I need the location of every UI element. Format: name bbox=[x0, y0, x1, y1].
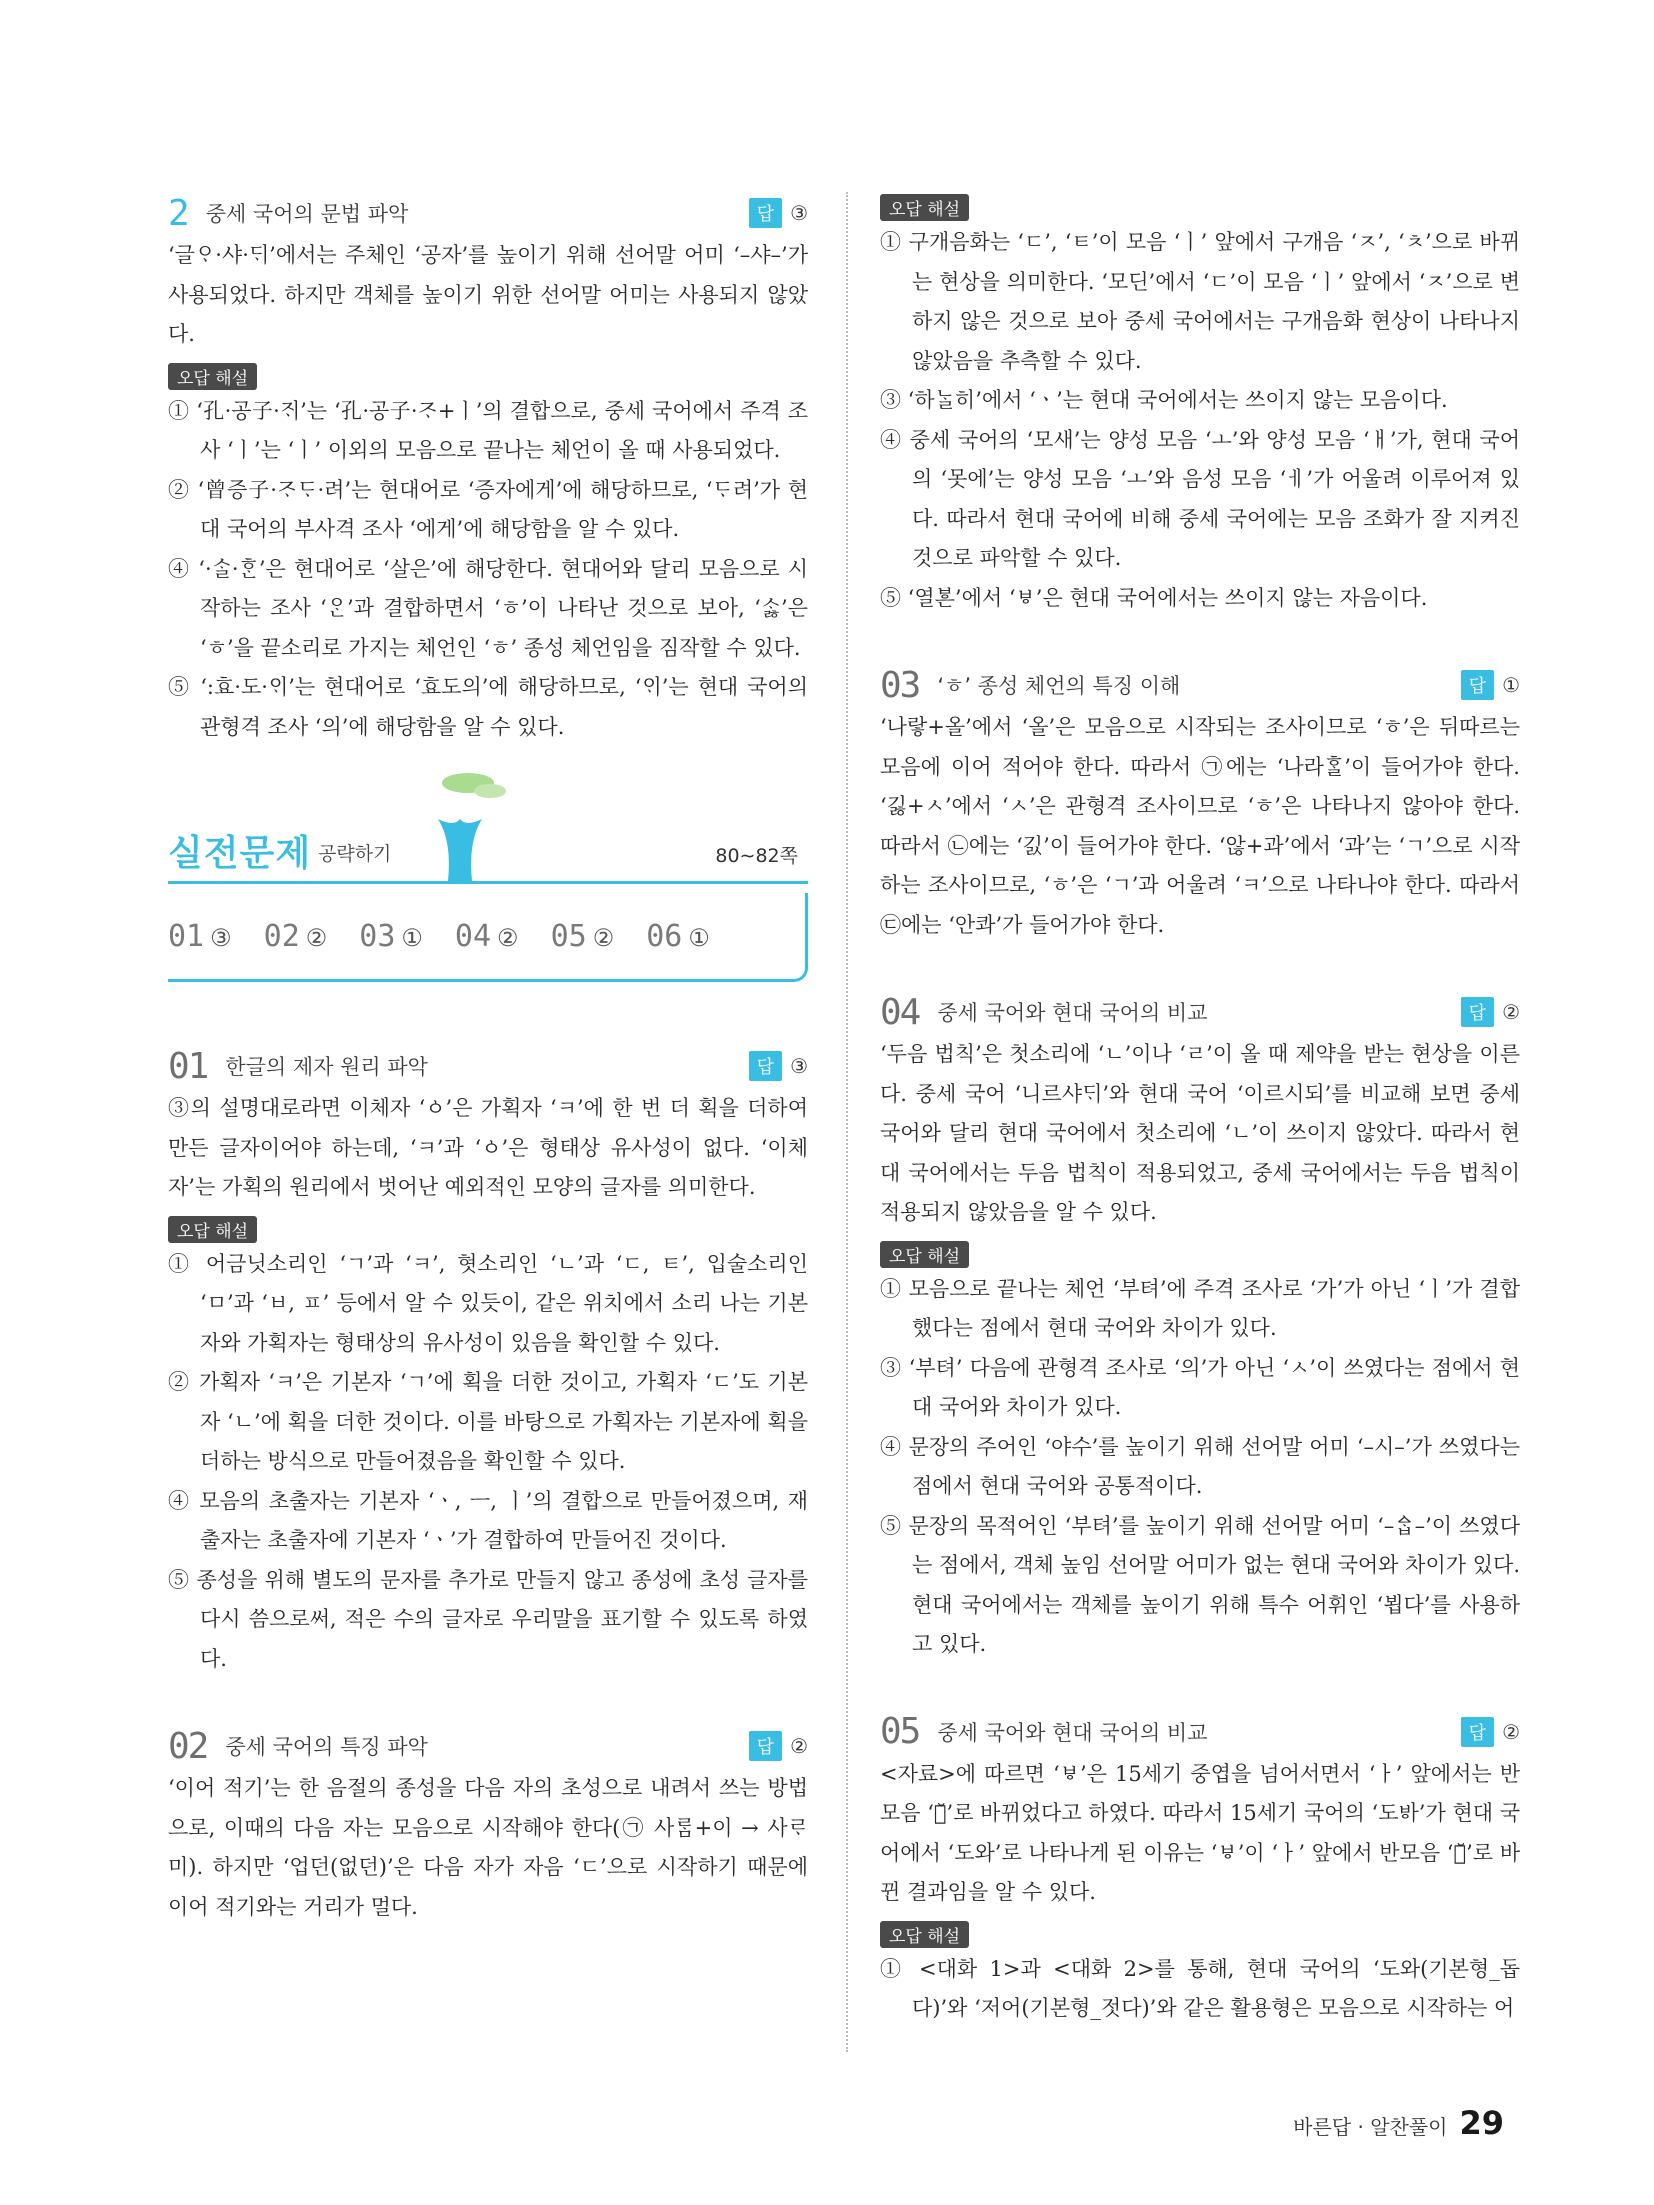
section-04-body: ‘두음 법칙’은 첫소리에 ‘ㄴ’이나 ‘ㄹ’이 올 때 제약을 받는 현상을 이른다. 중세 국어 ‘니르샤ᄃᆡ’와 현대 국어 ‘이르시되’를 비교해 보면 중세 국어와 달리 현대 국어에서 첫소리에 ‘ㄴ’이 쓰이지 않았다. 따라서 현대 국어에서는 두음 법칙이 적용되었고, 중세 국어에서는 두음 법칙이 적용되지 않았음을 알 수 있다. bbox=[880, 1042, 1520, 1224]
section-title: 중세 국어의 특징 파악 bbox=[225, 1735, 428, 1759]
section-number: 03 bbox=[880, 664, 920, 706]
explanation-item: ② 가획자 ‘ㅋ’은 기본자 ‘ㄱ’에 획을 더한 것이고, 가획자 ‘ㄷ’도 기본자 ‘ㄴ’에 획을 더한 것이다. 이를 바탕으로 가획자는 기본자에 획을 더하는 방식으로 만들어졌음을 확인할 수 있다. bbox=[168, 1370, 808, 1473]
answer bbox=[749, 198, 808, 228]
explanation-item: ⑤ ‘열ᄫᅳᆫ’에서 ‘ㅸ’은 현대 국어에서는 쓰이지 않는 자음이다. bbox=[880, 585, 1428, 610]
explanation-item: ④ ‘·ᄉᆞᆯ·ᄒᆞᆫ’은 현대어로 ‘살은’에 해당한다. 현대어와 달리 모음으로 시작하는 조사 ‘ᄋᆞᆫ’과 결합하면서 ‘ㅎ’이 나타난 것으로 보아, ‘ᄉᆞᆶ’은 ‘ㅎ’을 끝소리로 가지는 체언인 ‘ㅎ’ 종성 체언임을 짐작할 수 있다. bbox=[168, 556, 808, 660]
answer-badge: 답 bbox=[1461, 1717, 1494, 1747]
answer-item: 01 ③ bbox=[168, 918, 232, 954]
explanation-item: ③ ‘부텨’ 다음에 관형격 조사로 ‘의’가 아닌 ‘ㅅ’이 쓰였다는 점에서 현대 국어와 차이가 있다. bbox=[880, 1355, 1520, 1419]
answer bbox=[749, 1731, 808, 1761]
answer-badge: 답 bbox=[749, 198, 782, 228]
explanation-item: ① 구개음화는 ‘ㄷ’, ‘ㅌ’이 모음 ‘ㅣ’ 앞에서 구개음 ‘ㅈ’, ‘ㅊ’으로 바뀌는 현상을 의미한다. ‘모딘’에서 ‘ㄷ’이 모음 ‘ㅣ’ 앞에서 ‘ㅈ’으로 변하지 않은 것으로 보아 중세 국어에서는 구개음화 현상이 나타나지 않았음을 추측할 수 있다. bbox=[880, 230, 1520, 373]
section-2-header bbox=[168, 190, 808, 236]
explanation-item: ⑤ 종성을 위해 별도의 문자를 추가로 만들지 않고 종성에 초성 글자를 다시 씀으로써, 적은 수의 글자로 우리말을 표기할 수 있도록 하였다. bbox=[168, 1567, 808, 1671]
answer bbox=[749, 1051, 808, 1081]
section-title: 한글의 제자 원리 파악 bbox=[225, 1055, 428, 1079]
section-number: 01 bbox=[168, 1045, 208, 1087]
practice-answers-box bbox=[168, 811, 808, 1021]
section-title: 중세 국어와 현대 국어의 비교 bbox=[937, 1001, 1208, 1025]
section-04-explanations bbox=[880, 1270, 1520, 1665]
section-01-header bbox=[168, 1043, 808, 1089]
explanation-item: ④ 문장의 주어인 ‘야수’를 높이기 위해 선어말 어미 ‘–시–’가 쓰였다는 점에서 현대 국어와 공통적이다. bbox=[880, 1434, 1520, 1498]
section-03-body: ‘나랗+올’에서 ‘올’은 모음으로 시작되는 조사이므로 ‘ㅎ’은 뒤따르는 모음에 이어 적어야 한다. 따라서 ㉠에는 ‘나라ᄒᆞᆯ’이 들어가야 한다. ‘긿+ㅅ’에서 ‘ㅅ’은 관형격 조사이므로 ‘ㅎ’은 나타나지 않아야 한다. 따라서 ㉡에는 ‘긼’이 들어가야 한다. ‘않+과’에서 ‘과’는 ‘ㄱ’으로 시작하는 조사이므로, ‘ㅎ’은 ‘ㄱ’과 어울려 ‘ㅋ’으로 나타나야 한다. 따라서 ㉢에는 ‘안콰’가 들어가야 한다. bbox=[880, 715, 1520, 937]
section-number: 04 bbox=[880, 991, 920, 1033]
explanation-item: ② ‘曾증子·ᄌᆞᄃᆞ·려’는 현대어로 ‘증자에게’에 해당하므로, ‘ᄃᆞ려’가 현대 국어의 부사격 조사 ‘에게’에 해당함을 알 수 있다. bbox=[168, 477, 808, 541]
section-01-explanations bbox=[168, 1245, 808, 1680]
section-title: 중세 국어와 현대 국어의 비교 bbox=[937, 1720, 1208, 1745]
section-02-explanations bbox=[880, 223, 1520, 618]
section-05-body: <자료>에 따르면 ‘ㅸ’은 15세기 중엽을 넘어서면서 ‘ㅏ’ 앞에서는 반모음 ‘ㅗ̆’로 바뀌었다고 하였다. 따라서 15세기 국어의 ‘도ᄫᅡ’가 현대 국어에서 ‘도와’로 나타나게 된 이유는 ‘ㅸ’이 ‘ㅏ’ 앞에서 반모음 ‘ㅗ̆’로 바뀐 결과임을 알 수 있다. bbox=[880, 1761, 1520, 1904]
section-05-header bbox=[880, 1709, 1520, 1755]
answer-value: ① bbox=[1502, 673, 1520, 697]
wrong-answer-tag: 오답 해설 bbox=[168, 363, 257, 390]
answer-value: ③ bbox=[790, 1054, 808, 1078]
section-05-explanations bbox=[880, 1950, 1520, 2029]
column-divider bbox=[846, 192, 848, 2052]
answer-badge: 답 bbox=[1461, 997, 1494, 1027]
practice-answer-row bbox=[168, 893, 808, 982]
practice-title: 실전문제 bbox=[168, 833, 312, 874]
section-01-body: ③의 설명대로라면 이체자 ‘ㆁ’은 가획자 ‘ㅋ’에 한 번 더 획을 더하여 만든 글자이어야 하는데, ‘ㅋ’과 ‘ㆁ’은 형태상 유사성이 없다. ‘이체자’는 가획의 원리에서 벗어난 예외적인 모양의 글자를 의미한다. bbox=[168, 1096, 808, 1199]
practice-pages: 80∼82쪽 bbox=[715, 845, 798, 867]
answer bbox=[1461, 997, 1520, 1027]
page-footer bbox=[1293, 2104, 1504, 2142]
answer-badge: 답 bbox=[749, 1051, 782, 1081]
explanation-item: ① 어금닛소리인 ‘ㄱ’과 ‘ㅋ’, 혓소리인 ‘ㄴ’과 ‘ㄷ, ㅌ’, 입술소리인 ‘ㅁ’과 ‘ㅂ, ㅍ’ 등에서 알 수 있듯이, 같은 위치에서 소리 나는 기본자와 가획자는 형태상의 유사성이 있음을 확인할 수 있다. bbox=[168, 1251, 808, 1355]
section-02-header bbox=[168, 1723, 808, 1769]
answer-value: ② bbox=[790, 1734, 808, 1758]
answer-value: ② bbox=[1502, 1719, 1520, 1744]
explanation-item: ① 모음으로 끝나는 체언 ‘부텨’에 주격 조사로 ‘가’가 아닌 ‘ㅣ’가 결합했다는 점에서 현대 국어와 차이가 있다. bbox=[880, 1276, 1520, 1340]
explanation-item: ⑤ 문장의 목적어인 ‘부텨’를 높이기 위해 선어말 어미 ‘–ᅀᆞᆸ–’이 쓰였다는 점에서, 객체 높임 선어말 어미가 없는 현대 국어와 차이가 있다. 현대 국어에서는 객체를 높이기 위해 특수 어휘인 ‘뵙다’를 사용하고 있다. bbox=[880, 1513, 1520, 1656]
answer-item: 06 ① bbox=[646, 918, 710, 954]
answer-value: ② bbox=[1502, 1000, 1520, 1024]
wrong-answer-tag: 오답 해설 bbox=[880, 194, 969, 221]
section-04-header bbox=[880, 989, 1520, 1035]
explanation-item: ④ 모음의 초출자는 기본자 ‘ㆍ, ㅡ, ㅣ’의 결합으로 만들어졌으며, 재출자는 초출자에 기본자 ‘ㆍ’가 결합하여 만들어진 것이다. bbox=[168, 1488, 808, 1552]
answer-item: 02 ② bbox=[263, 918, 328, 954]
whale-tail-icon bbox=[408, 761, 518, 881]
answer-badge: 답 bbox=[749, 1731, 782, 1761]
answer bbox=[1461, 1717, 1520, 1747]
answer-item: 03 ① bbox=[359, 918, 423, 954]
section-2-body: ‘글ᄋᆞ·샤·ᄃᆡ’에서는 주체인 ‘공자’를 높이기 위해 선어말 어미 ‘–샤–’가 사용되었다. 하지만 객체를 높이기 위한 선어말 어미는 사용되지 않았다. bbox=[168, 243, 808, 346]
explanation-item: ⑤ ‘:효·도·ᄋᆡ’는 현대어로 ‘효도의’에 해당하므로, ‘ᄋᆡ’는 현대 국어의 관형격 조사 ‘의’에 해당함을 알 수 있다. bbox=[168, 675, 808, 739]
section-02-body: ‘이어 적기’는 한 음절의 종성을 다음 자의 초성으로 내려서 쓰는 방법으로, 이때의 다음 자는 모음으로 시작해야 한다(㉠ 사ᄅᆞᆷ+이 → 사ᄅᆞ미). 하지만 ‘업던(없던)’은 다음 자가 자음 ‘ㄷ’으로 시작하기 때문에 이어 적기와는 거리가 멀다. bbox=[168, 1776, 808, 1919]
explanation-item: ③ ‘하ᄂᆞᆯ히’에서 ‘ㆍ’는 현대 국어에서는 쓰이지 않는 모음이다. bbox=[880, 388, 1448, 412]
section-2-explanations bbox=[168, 392, 808, 748]
wrong-answer-tag: 오답 해설 bbox=[880, 1241, 969, 1268]
explanation-item: ① ‘孔·공子·ᄌᆡ’는 ‘孔·공子·ᄌᆞ+ㅣ’의 결합으로, 중세 국어에서 주격 조사 ‘ㅣ’는 ‘ㅣ’ 이외의 모음으로 끝나는 체언이 올 때 사용되었다. bbox=[168, 398, 808, 462]
right-column bbox=[880, 190, 1520, 2029]
answer-item: 05 ② bbox=[550, 918, 615, 954]
practice-rule bbox=[168, 881, 808, 884]
answer-badge: 답 bbox=[1461, 670, 1494, 700]
explanation-item: ① <대화 1>과 <대화 2>를 통해, 현대 국어의 ‘도와(기본형_돕다)’와 ‘저어(기본형_젓다)’와 같은 활용형은 모음으로 시작하는 어 bbox=[880, 1956, 1520, 2020]
page-number: 29 bbox=[1459, 2104, 1504, 2142]
left-column bbox=[168, 190, 808, 1927]
section-number: 05 bbox=[880, 1711, 920, 1752]
answer-value: ③ bbox=[790, 201, 808, 225]
wrong-answer-tag: 오답 해설 bbox=[168, 1216, 257, 1243]
section-title: ‘ㅎ’ 종성 체언의 특징 이해 bbox=[937, 674, 1181, 698]
section-number: 02 bbox=[168, 1725, 208, 1767]
practice-subtitle: 공략하기 bbox=[318, 843, 392, 865]
footer-label: 바른답 · 알찬풀이 bbox=[1293, 2115, 1448, 2139]
answer bbox=[1461, 670, 1520, 700]
answer-item: 04 ② bbox=[454, 918, 519, 954]
wrong-answer-tag: 오답 해설 bbox=[880, 1921, 969, 1948]
section-03-header bbox=[880, 662, 1520, 708]
explanation-item: ④ 중세 국어의 ‘모새’는 양성 모음 ‘ㅗ’와 양성 모음 ‘ㅐ’가, 현대 국어의 ‘못에’는 양성 모음 ‘ㅗ’와 음성 모음 ‘ㅔ’가 어울려 이루어져 있다. 따라서 현대 국어에 비해 중세 국어에는 모음 조화가 잘 지켜진 것으로 파악할 수 있다. bbox=[880, 427, 1520, 570]
section-title: 중세 국어의 문법 파악 bbox=[205, 202, 409, 226]
section-number: 2 bbox=[168, 192, 188, 234]
